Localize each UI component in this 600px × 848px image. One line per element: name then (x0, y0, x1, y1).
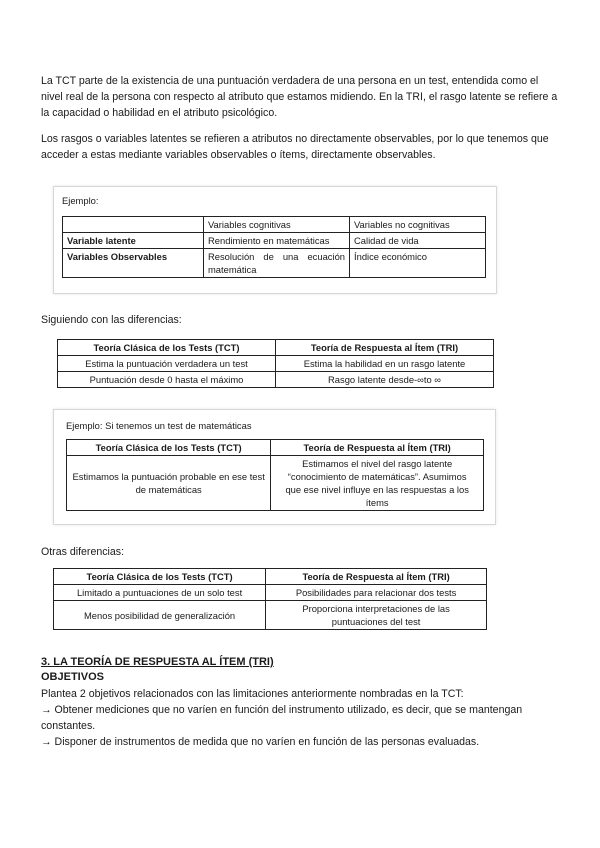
table-row (58, 340, 494, 356)
example-label: Ejemplo: Si tenemos un test de matemáticas (66, 420, 252, 431)
table-cell: Variables cognitivas (204, 217, 350, 233)
table-cell: Estima la habilidad en un rasgo latente (276, 356, 494, 372)
table-cell: Variable latente (63, 233, 204, 249)
table-header: Teoría de Respuesta al Ítem (TRI) (276, 340, 494, 356)
cell-line: de matemáticas (135, 484, 202, 495)
variables-table (62, 216, 486, 278)
comparison-example-table (66, 439, 484, 511)
table-header: Teoría Clásica de los Tests (TCT) (54, 569, 266, 585)
table-cell: Variables no cognitivas (350, 217, 486, 233)
table-row (54, 569, 487, 585)
table-cell: Rasgo latente desde-∞to ∞ (276, 372, 494, 388)
table-cell: Rendimiento en matemáticas (204, 233, 350, 249)
objectives-heading: OBJETIVOS (41, 671, 104, 683)
table-header: Teoría Clásica de los Tests (TCT) (58, 340, 276, 356)
intro-paragraph-1: La TCT parte de la existencia de una puntuación verdadera de una persona en un test, entendida como el nivel real de la persona con respecto al atributo que estamos midiendo. En la TRI, el rasgo latente se refiere a la capacidad o habilidad en el atributo psicológico. (41, 75, 558, 120)
cell-line: puntuaciones del test (331, 616, 421, 627)
cell-line: “conocimiento de matemáticas”. Asumimos (287, 471, 467, 482)
comparison-table-2 (53, 568, 487, 630)
table-cell: Posibilidades para relacionar dos tests (266, 585, 487, 601)
objective-item-1: → Obtener mediciones que no varíen en función del instrumento utilizado, es decir, que se mantengan constantes. (41, 704, 523, 732)
section-title: 3. LA TEORÍA DE RESPUESTA AL ÍTEM (TRI) (41, 656, 274, 668)
table-row (67, 440, 484, 456)
table-cell (204, 249, 350, 278)
table-cell (63, 217, 204, 233)
differences-intro: Siguiendo con las diferencias: (41, 314, 182, 326)
other-differences-heading: Otras diferencias: (41, 546, 125, 558)
table-header: Teoría Clásica de los Tests (TCT) (67, 440, 271, 456)
cell-line: que ese nivel influye en las respuestas a los (285, 484, 469, 495)
example-label: Ejemplo: (62, 195, 99, 206)
objectives-lead: Plantea 2 objetivos relacionados con las limitaciones anteriormente nombradas en la TCT: (41, 688, 464, 700)
table-row (63, 217, 486, 233)
example-math-box (53, 409, 496, 525)
table-row (63, 233, 486, 249)
table-cell (266, 601, 487, 630)
table-row (58, 372, 494, 388)
cell-line: ítems (365, 497, 389, 508)
table-header: Teoría de Respuesta al Ítem (TRI) (266, 569, 487, 585)
comparison-table-1 (57, 339, 494, 388)
table-cell: Variables Observables (63, 249, 204, 278)
cell-line: Proporciona interpretaciones de las (302, 603, 450, 614)
table-cell: Estima la puntuación verdadera un test (58, 356, 276, 372)
intro-paragraph-2: Los rasgos o variables latentes se refieren a atributos no directamente observables, por lo que tenemos que acceder a estas mediante variables observables o ítems, directamente observables. (41, 133, 549, 162)
table-cell: Índice económico (350, 249, 486, 278)
table-cell: Menos posibilidad de generalización (54, 601, 266, 630)
table-cell: Calidad de vida (350, 233, 486, 249)
table-row (58, 356, 494, 372)
table-header: Teoría de Respuesta al Ítem (TRI) (271, 440, 484, 456)
table-row (67, 456, 484, 511)
cell-line: Resolución de una ecuación (208, 251, 345, 262)
cell-line: Estimamos la puntuación probable en ese test (72, 471, 265, 482)
cell-line: Estimamos el nivel del rasgo latente (302, 458, 453, 469)
example-variables-box (53, 186, 497, 294)
table-cell (67, 456, 271, 511)
table-cell: Limitado a puntuaciones de un solo test (54, 585, 266, 601)
table-cell (271, 456, 484, 511)
objective-item-2: → Disponer de instrumentos de medida que no varíen en función de las personas evaluadas. (41, 736, 480, 748)
table-cell: Puntuación desde 0 hasta el máximo (58, 372, 276, 388)
table-row (63, 249, 486, 278)
table-row (54, 601, 487, 630)
table-row (54, 585, 487, 601)
cell-line: matemática (208, 264, 257, 275)
